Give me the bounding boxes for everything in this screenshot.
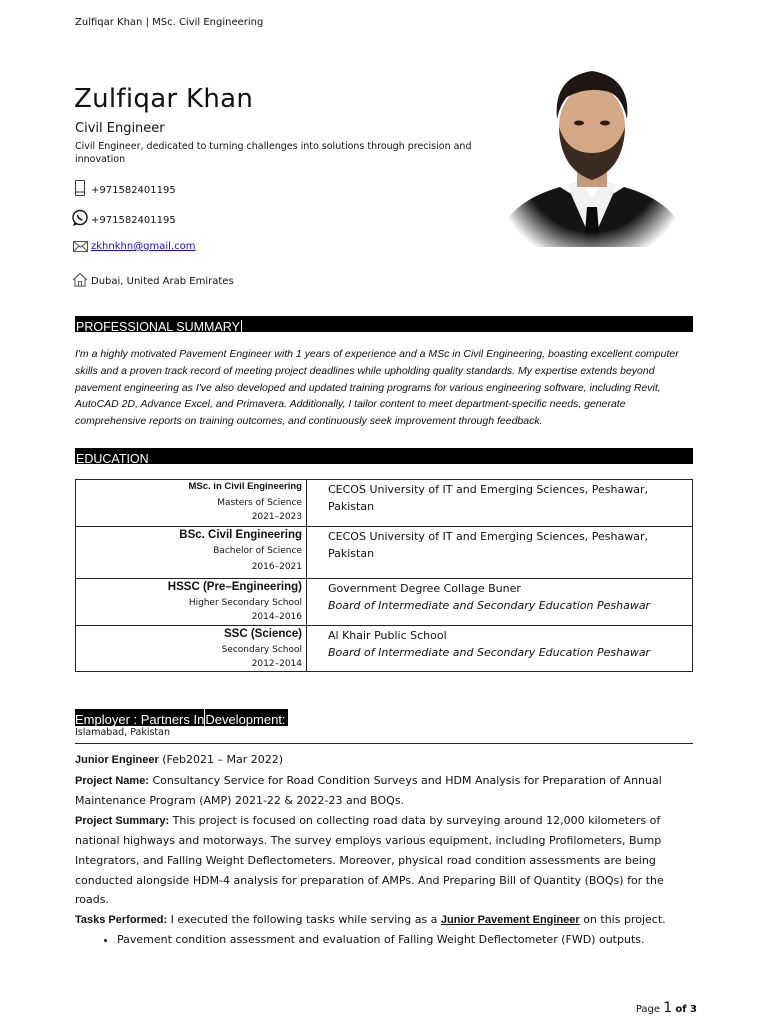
email-row <box>70 241 196 252</box>
project-summary: This project is focused on collecting road data by surveying around 12,000 kilometers of national highways and motorways. The survey employs various equipment, including Profilometers, Bump Integrators, and Falling Weight Deflectometers. Moreover, physical road condition assessments are being conducted alongside HDM-4 analysis for preparation of AMPs. And Preparing Bill of Quantity (BOQs) for the roads. <box>75 813 664 907</box>
degree-cell <box>76 527 307 579</box>
degree-years: 2021–2023 <box>251 512 302 522</box>
degree-name: MSc. in Civil Engineering <box>188 481 302 492</box>
degree-years: 2016–2021 <box>251 562 302 572</box>
project-summary-label: Project Summary: <box>75 814 170 827</box>
divider <box>75 743 693 744</box>
project-name: Consultancy Service for Road Condition Surveys and HDM Analysis for Preparation of Annual Maintenance Program (AMP) 2021-22 & 2022-23 and BOQs. <box>75 773 662 808</box>
email-link[interactable]: zkhnkhn@gmail.com <box>91 241 196 252</box>
whatsapp-row <box>70 209 176 227</box>
section-title: PROFESSIONAL SUMMARY <box>76 320 240 334</box>
degree-name: HSSC (Pre–Engineering) <box>167 581 302 593</box>
project-name-label: Project Name: <box>75 774 149 787</box>
degree-level: Secondary School <box>221 645 302 655</box>
mobile-phone-icon <box>70 180 90 196</box>
home-icon <box>70 272 90 287</box>
institution-cell <box>307 480 693 527</box>
degree-level: Bachelor of Science <box>213 546 302 556</box>
profile-photo <box>505 57 679 247</box>
page-word: Page <box>635 1004 661 1015</box>
list-item: • Pavement condition assessment and evaluation of Falling Weight Deflectometer (FWD) outputs. <box>117 930 693 950</box>
degree-cell <box>76 579 307 626</box>
institution-cell <box>307 579 693 626</box>
location-row <box>70 272 234 287</box>
institution-name: Government Degree Collage Buner <box>328 582 521 595</box>
degree-cell <box>76 626 307 672</box>
location-text: Dubai, United Arab Emirates <box>91 276 234 287</box>
employment-details <box>75 750 693 950</box>
board-name: Board of Intermediate and Secondary Education Peshawar <box>328 646 651 659</box>
running-header: Zulfiqar Khan | MSc. Civil Engineering <box>75 17 264 28</box>
phone-number: +971582401195 <box>91 184 176 196</box>
page-current: 1 <box>663 1000 673 1016</box>
employer-location: Islamabad, Pakistan <box>75 727 170 738</box>
section-title: EDUCATION <box>76 452 149 466</box>
degree-cell <box>76 480 307 527</box>
degree-level: Masters of Science <box>217 498 302 508</box>
whatsapp-icon <box>70 209 90 227</box>
education-table <box>75 479 693 672</box>
employer-label-cont: Development: <box>205 712 286 727</box>
envelope-icon <box>70 241 90 252</box>
project-name-paragraph <box>75 771 693 811</box>
employer-header <box>75 709 288 726</box>
degree-name: BSc. Civil Engineering <box>179 529 302 541</box>
position-title: Junior Engineer <box>75 754 159 766</box>
institution-name: CECOS University of IT and Emerging Sciences, Peshawar, Pakistan <box>328 530 649 560</box>
tasks-list <box>75 930 693 950</box>
section-header-education <box>75 448 693 464</box>
employer-label: Employer : Partners In <box>75 712 205 727</box>
degree-years: 2012–2014 <box>251 659 302 669</box>
table-row <box>76 480 693 527</box>
institution-name: Al Khair Public School <box>328 629 447 642</box>
table-row <box>76 626 693 672</box>
tagline: Civil Engineer, dedicated to turning challenges into solutions through precision and innovation <box>75 141 472 165</box>
whatsapp-number: +971582401195 <box>91 214 176 226</box>
section-header-summary <box>75 316 693 332</box>
tasks-label: Tasks Performed: <box>75 913 168 926</box>
degree-name: SSC (Science) <box>224 628 302 640</box>
degree-years: 2014–2016 <box>251 612 302 622</box>
tasks-intro: I executed the following tasks while serving as a <box>170 912 438 926</box>
position-line <box>75 750 693 771</box>
table-row <box>76 579 693 626</box>
tasks-outro: on this project. <box>583 912 666 926</box>
board-name: Board of Intermediate and Secondary Education Peshawar <box>328 599 651 612</box>
institution-cell <box>307 626 693 672</box>
professional-summary-text: I'm a highly motivated Pavement Engineer with 1 years of experience and a MSc in Civil Engineering, boasting excellent computer skills and a proven track record of meeting project deadlines while upholding quality standards. My expertise extends beyond pavement engineering as I've also developed and updated training programs for various engineering software, including Revit, AutoCAD 2D, Advance Excel, and Primavera. Additionally, I tailor content to meet department-specific needs, generate comprehensive reports on training outcomes, and continuously seek improvement through feedback. <box>75 348 679 428</box>
candidate-name: Zulfiqar Khan <box>74 84 254 114</box>
degree-level: Higher Secondary School <box>188 598 302 608</box>
page-total: of 3 <box>675 1004 697 1015</box>
institution-cell <box>307 527 693 579</box>
tasks-role: Junior Pavement Engineer <box>440 913 580 926</box>
institution-name: CECOS University of IT and Emerging Sciences, Peshawar, Pakistan <box>328 483 649 513</box>
table-row <box>76 527 693 579</box>
page-number <box>636 1000 697 1016</box>
phone-row <box>70 180 176 196</box>
tasks-paragraph <box>75 910 693 931</box>
job-title: Civil Engineer <box>75 121 165 136</box>
position-period: (Feb2021 – Mar 2022) <box>162 753 284 766</box>
project-summary-paragraph <box>75 811 693 910</box>
